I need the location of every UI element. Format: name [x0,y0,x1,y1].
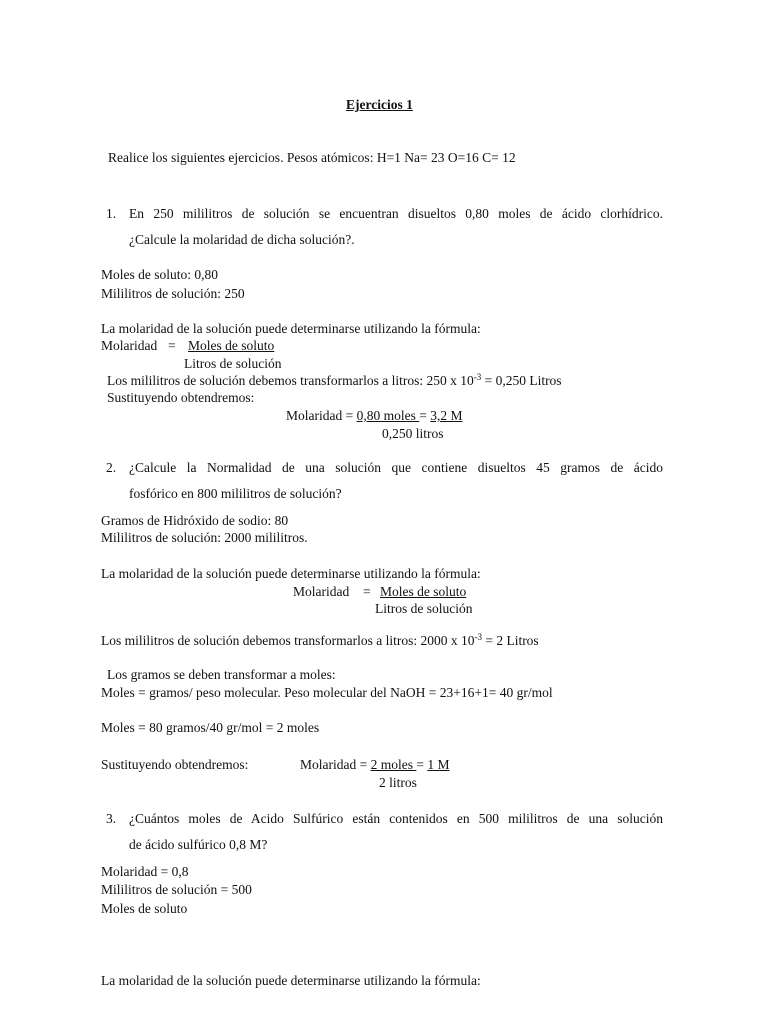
exercise-2-conversion-result: = 2 Litros [481,633,539,648]
exercise-2-result-equals: = [416,757,428,772]
exercise-1-result-numerator: 0,80 moles [356,408,420,423]
exercise-1-data-ml: Mililitros de solución: 250 [101,286,245,301]
exercise-1-conversion [107,374,562,388]
exercise-2-result-numerator: 2 moles [370,757,417,772]
exercise-2-formula-intro: La molaridad de la solución puede determinarse utilizando la fórmula: [101,566,481,581]
exercise-1-formula-equals: = [168,338,176,353]
document-title: Ejercicios 1 [346,97,413,112]
exercise-3-formula-intro: La molaridad de la solución puede determinarse utilizando la fórmula: [101,973,481,988]
exercise-1-conversion-text: Los mililitros de solución debemos transformarlos a litros: 250 x 10 [107,373,474,388]
exercise-1-formula-intro: La molaridad de la solución puede determinarse utilizando la fórmula: [101,321,481,336]
exercise-1-result-denominator: 0,250 litros [382,426,444,441]
exercise-1-formula-label: Molaridad [101,338,158,353]
exercise-1-result-equals: = [419,408,431,423]
exercise-1-number: 1. [106,206,117,221]
exercise-2-formula-numerator: Moles de soluto [380,584,467,599]
exercise-3-question-line1: ¿Cuántos moles de Acido Sulfúrico están contenidos en 500 mililitros de una solución [129,811,663,826]
exercise-2-formula-denominator: Litros de solución [375,601,473,616]
exercise-2-moles-calculation: Moles = 80 gramos/40 gr/mol = 2 moles [101,720,320,735]
exercise-2-question-line2: fosfórico en 800 mililitros de solución? [129,486,342,501]
exercise-3-data-moles: Moles de soluto [101,901,188,916]
exercise-1-result-label: Molaridad = [286,408,357,423]
exercise-3-data-molarity: Molaridad = 0,8 [101,864,189,879]
exercise-2-conversion-text: Los mililitros de solución debemos transformarlos a litros: 2000 x 10 [101,633,475,648]
exercise-1-question-line2: ¿Calcule la molaridad de dicha solución?. [129,232,355,247]
intro-text: Realice los siguientes ejercicios. Pesos atómicos: H=1 Na= 23 O=16 C= 12 [108,150,516,165]
exercise-2-number: 2. [106,460,117,475]
exercise-1-formula-numerator: Moles de soluto [188,338,275,353]
exercise-1-result-value: 3,2 M [430,408,463,423]
exercise-1-formula-denominator: Litros de solución [184,356,282,371]
exercise-2-result-denominator: 2 litros [379,775,417,790]
exercise-3-question-line2: de ácido sulfúrico 0,8 M? [129,837,268,852]
exercise-3-data-ml: Mililitros de solución = 500 [101,882,252,897]
exercise-2-result-label: Molaridad = [300,757,371,772]
exercise-2-formula-label: Molaridad [293,584,350,599]
exercise-2-data-grams: Gramos de Hidróxido de sodio: 80 [101,513,289,528]
exercise-2-data-ml: Mililitros de solución: 2000 mililitros. [101,530,308,545]
exercise-2-question-line1: ¿Calcule la Normalidad de una solución que contiene disueltos 45 gramos de ácido [129,460,663,475]
exercise-2-moles-definition: Moles = gramos/ peso molecular. Peso molecular del NaOH = 23+16+1= 40 gr/mol [101,685,553,700]
exercise-1-conversion-result: = 0,250 Litros [481,373,562,388]
exercise-1-data-moles: Moles de soluto: 0,80 [101,267,218,282]
exercise-1-result [286,409,463,423]
exercise-2-conversion [101,634,539,648]
exercise-2-formula-equals: = [363,584,371,599]
exercise-1-substitution-label: Sustituyendo obtendremos: [107,390,255,405]
exercise-2-result-value: 1 M [427,757,450,772]
exercise-2-grams-note: Los gramos se deben transformar a moles: [107,667,336,682]
exercise-1-question-line1: En 250 mililitros de solución se encuentran disueltos 0,80 moles de ácido clorhídrico. [129,206,663,221]
exercise-2-result [300,758,450,772]
exercise-2-substitution-label: Sustituyendo obtendremos: [101,757,249,772]
exercise-2-conversion-exponent: -3 [474,632,482,642]
exercise-1-conversion-exponent: -3 [473,372,482,382]
exercise-3-number: 3. [106,811,117,826]
